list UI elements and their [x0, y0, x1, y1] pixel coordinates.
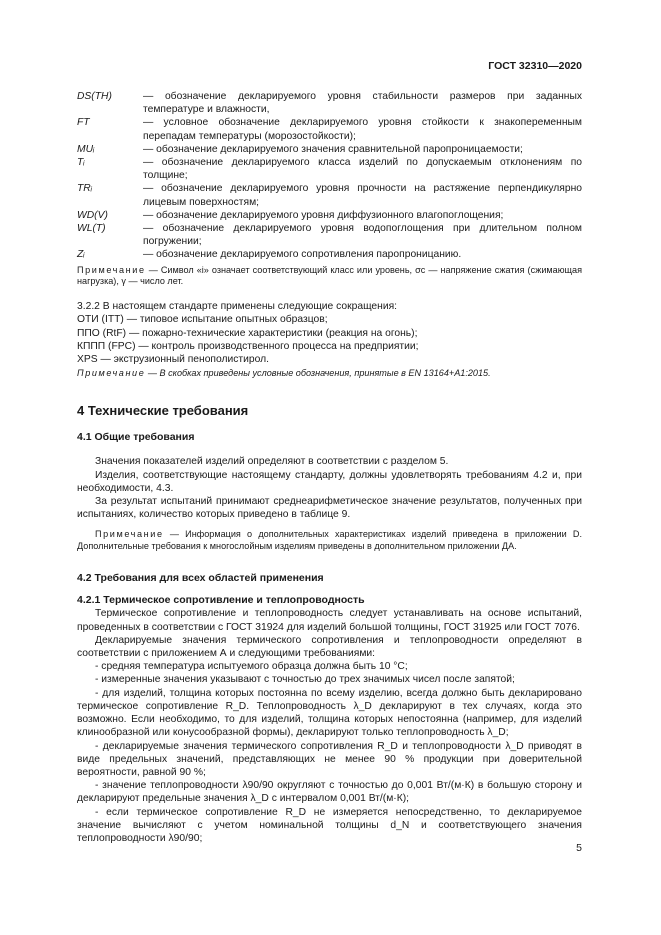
- definition-text: — обозначение декларируемого сопротивления паропроницанию.: [143, 249, 462, 261]
- note-symbols: [77, 265, 582, 289]
- definition-item: [77, 182, 582, 208]
- paragraph: За результат испытаний принимают среднеарифметическое значение результатов, полученных при испытаниях, количество которых приведено в таблице 9.: [77, 496, 582, 521]
- abbreviation-item: ОТИ (ITT) — типовое испытание опытных образцов;: [77, 314, 328, 326]
- definition-symbol: DS(TH): [77, 91, 112, 102]
- definition-item: [77, 248, 582, 261]
- note-abbreviations: [77, 368, 582, 380]
- definition-text: — обозначение декларируемого значения сравнительной паропроницаемости;: [143, 143, 523, 155]
- note-label: Примечание: [77, 368, 146, 379]
- definition-text: — обозначение декларируемого уровня диффузионного влагопоглощения;: [143, 209, 504, 221]
- note-text: — В скобках приведены условные обозначения, принятые в EN 13164+A1:2015.: [145, 368, 491, 379]
- definition-item: [77, 116, 582, 142]
- list-item: - средняя температура испытуемого образца должна быть 10 °С;: [95, 661, 408, 673]
- paragraph: Термическое сопротивление и теплопроводность следует устанавливать на основе испытаний, проведенных в соответствии с ГОСТ 31924 для изделий большой толщины, ГОСТ 31925 или ГОСТ 7076.: [77, 608, 582, 633]
- definition-symbol: WD(V): [77, 209, 108, 221]
- list-item: - декларируемые значения термического сопротивления R_D и теплопроводности λ_D приводят в виде предельных значений, представляющих не менее 90 % продукции при доверительной вероятности, равной 90 %;: [77, 740, 582, 778]
- abbreviation-item: КППП (FPC) — контроль производственного процесса на предприятии;: [77, 340, 419, 352]
- definition-text: — обозначение декларируемого уровня стабильности размеров при заданных температуре и влажности,: [143, 91, 582, 116]
- note-requirements: [77, 529, 582, 553]
- note-text: — Символ «i» означает соответствующий класс или уровень, σc — напряжение сжатия (сжимающая нагрузка), γ — число лет.: [77, 264, 582, 287]
- abbreviation-item: XPS — экструзионный пенополистирол.: [77, 354, 269, 366]
- page-content: [77, 90, 582, 845]
- definition-item: [77, 222, 582, 248]
- page-number: 5: [576, 842, 582, 854]
- definitions-list: [77, 90, 582, 262]
- paragraph: Декларируемые значения термического сопротивления и теплопроводности определяют в соответствии с приложением А и следующими требованиями:: [77, 634, 582, 660]
- list-item: - для изделий, толщина которых постоянна по всему изделию, всегда должно быть декларировано термическое сопротивление R_D. Теплопроводность λ_D декларируют в тех случаях, когда это возможно. Если необходимо, то для изделий, толщина которых непостоянна (например, для изделий клинообразной или конусообразной формы), декларируют только теплопроводность λ_D;: [77, 687, 582, 739]
- note-label: Примечание: [95, 529, 164, 540]
- list-item: - значение теплопроводности λ90/90 округляют с точностью до 0,001 Вт/(м·К) в большую сторону и декларируют предельные значения λ_D с интервалом 0,001 Вт/(м·К);: [77, 780, 582, 805]
- definition-text: — обозначение декларируемого уровня водопоглощения при длительном полном погружении;: [143, 223, 582, 248]
- note-text: — Информация о дополнительных характеристиках изделий приведена в приложении D. Дополнительные требования к многослойным изделиям приведены в дополнительном приложении ДА.: [77, 529, 582, 552]
- definition-symbol: Zᵢ: [77, 249, 85, 261]
- list-item: - если термическое сопротивление R_D не измеряется непосредственно, то декларируемое значение вычисляют с учетом номинальной толщины d_N и соответствующего значения теплопроводности λ90/90;: [77, 806, 582, 844]
- section-heading: 4 Технические требования: [77, 403, 249, 419]
- definition-item: [77, 156, 582, 182]
- abbreviation-item: ППО (RtF) — пожарно-технические характеристики (реакция на огонь);: [77, 327, 418, 339]
- subsection-heading: 4.2.1 Термическое сопротивление и теплопроводность: [77, 594, 365, 607]
- definition-symbol: TRᵢ: [77, 183, 93, 195]
- subsection-heading: 4.2 Требования для всех областей применения: [77, 572, 324, 585]
- definition-symbol: Tᵢ: [77, 157, 85, 169]
- definition-symbol: MUᵢ: [77, 143, 95, 155]
- list-item: - измеренные значения указывают с точностью до трех значимых чисел после запятой;: [95, 674, 515, 686]
- definition-item: [77, 90, 582, 116]
- definition-text: — условное обозначение декларируемого уровня стойкости к знакопеременным перепадам температуры (морозостойкости);: [143, 117, 582, 142]
- paragraph: Значения показателей изделий определяют в соответствии с разделом 5.: [95, 456, 449, 468]
- abbreviations-intro: 3.2.2 В настоящем стандарте применены следующие сокращения:: [77, 301, 398, 313]
- definition-symbol: WL(T): [77, 223, 106, 235]
- definition-text: — обозначение декларируемого уровня прочности на растяжение перпендикулярно лицевым поверхностям;: [143, 183, 582, 208]
- definition-item: [77, 209, 582, 222]
- definition-text: — обозначение декларируемого класса изделий по допускаемым отклонениям по толщине;: [143, 157, 582, 182]
- subsection-heading: 4.1 Общие требования: [77, 431, 195, 444]
- document-header: ГОСТ 32310—2020: [488, 60, 582, 72]
- definition-item: [77, 143, 582, 156]
- definition-symbol: FT: [77, 117, 90, 129]
- paragraph: Изделия, соответствующие настоящему стандарту, должны удовлетворять требованиям 4.2 и, при необходимости, 4.3.: [77, 469, 582, 494]
- note-label: Примечание: [77, 264, 146, 275]
